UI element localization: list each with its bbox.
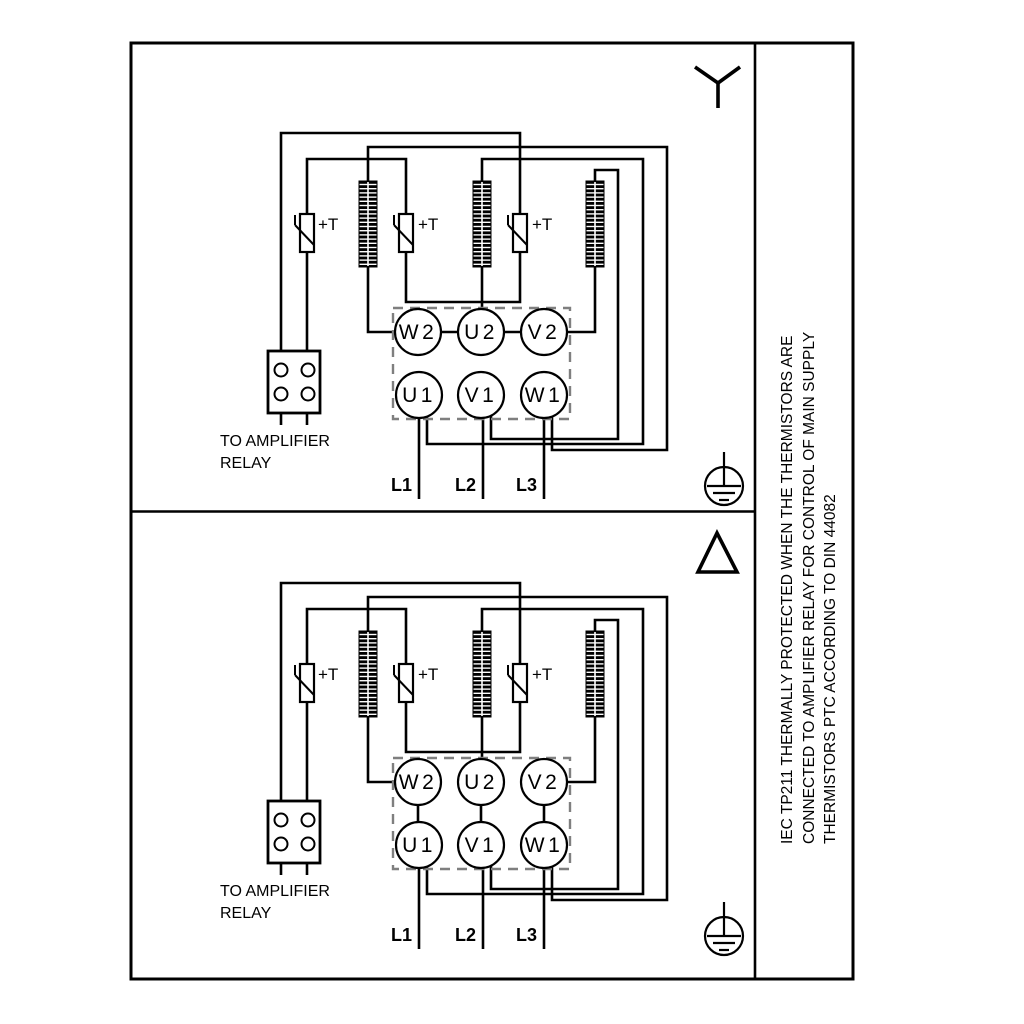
terminal-label-w1: W1 xyxy=(524,834,564,857)
amplifier-relay-note-line2: RELAY xyxy=(220,905,272,922)
thermistor-label-1: +T xyxy=(318,215,339,234)
thermistor-label-1: +T xyxy=(318,665,339,684)
side-note-column xyxy=(779,332,839,844)
earth-ground-icon xyxy=(705,452,743,505)
terminal-label-w1: W1 xyxy=(524,384,564,407)
supply-label-l2: L2 xyxy=(454,475,476,495)
terminal-label-v1: V1 xyxy=(464,384,498,407)
side-note-line2: CONNECTED TO AMPLIFIER RELAY FOR CONTROL OF MAIN SUPPLY xyxy=(801,331,818,844)
amplifier-relay-note-line2: RELAY xyxy=(220,455,272,472)
thermistor-label-2: +T xyxy=(418,215,439,234)
amplifier-relay-note-line1: TO AMPLIFIER xyxy=(220,433,330,450)
supply-label-l1: L1 xyxy=(390,475,412,495)
side-note-line3: THERMISTORS PTC ACCORDING TO DIN 44082 xyxy=(822,494,839,844)
supply-label-l2: L2 xyxy=(454,925,476,945)
thermistor-label-2: +T xyxy=(418,665,439,684)
terminal-label-u2: U2 xyxy=(464,321,498,344)
terminal-label-w2: W2 xyxy=(398,771,438,794)
supply-label-l3: L3 xyxy=(515,925,537,945)
delta-terminal-links xyxy=(418,805,544,822)
terminal-label-u2: U2 xyxy=(464,771,498,794)
thermistor-label-3: +T xyxy=(532,215,553,234)
terminal-label-v1: V1 xyxy=(464,834,498,857)
terminal-label-u1: U1 xyxy=(402,834,436,857)
delta-connection-icon xyxy=(698,533,737,572)
supply-label-l1: L1 xyxy=(390,925,412,945)
earth-ground-icon xyxy=(705,902,743,955)
terminal-label-v2: V2 xyxy=(527,321,561,344)
side-note-line1: IEC TP211 THERMALLY PROTECTED WHEN THE THERMISTORS ARE xyxy=(779,335,796,844)
supply-label-l3: L3 xyxy=(515,475,537,495)
terminal-label-v2: V2 xyxy=(527,771,561,794)
amplifier-relay-note-line1: TO AMPLIFIER xyxy=(220,883,330,900)
star-connection-icon xyxy=(695,67,740,108)
terminal-label-u1: U1 xyxy=(402,384,436,407)
panel-star-connection xyxy=(220,67,743,505)
terminal-label-w2: W2 xyxy=(398,321,438,344)
panel-delta-connection xyxy=(220,533,743,955)
thermistor-label-3: +T xyxy=(532,665,553,684)
